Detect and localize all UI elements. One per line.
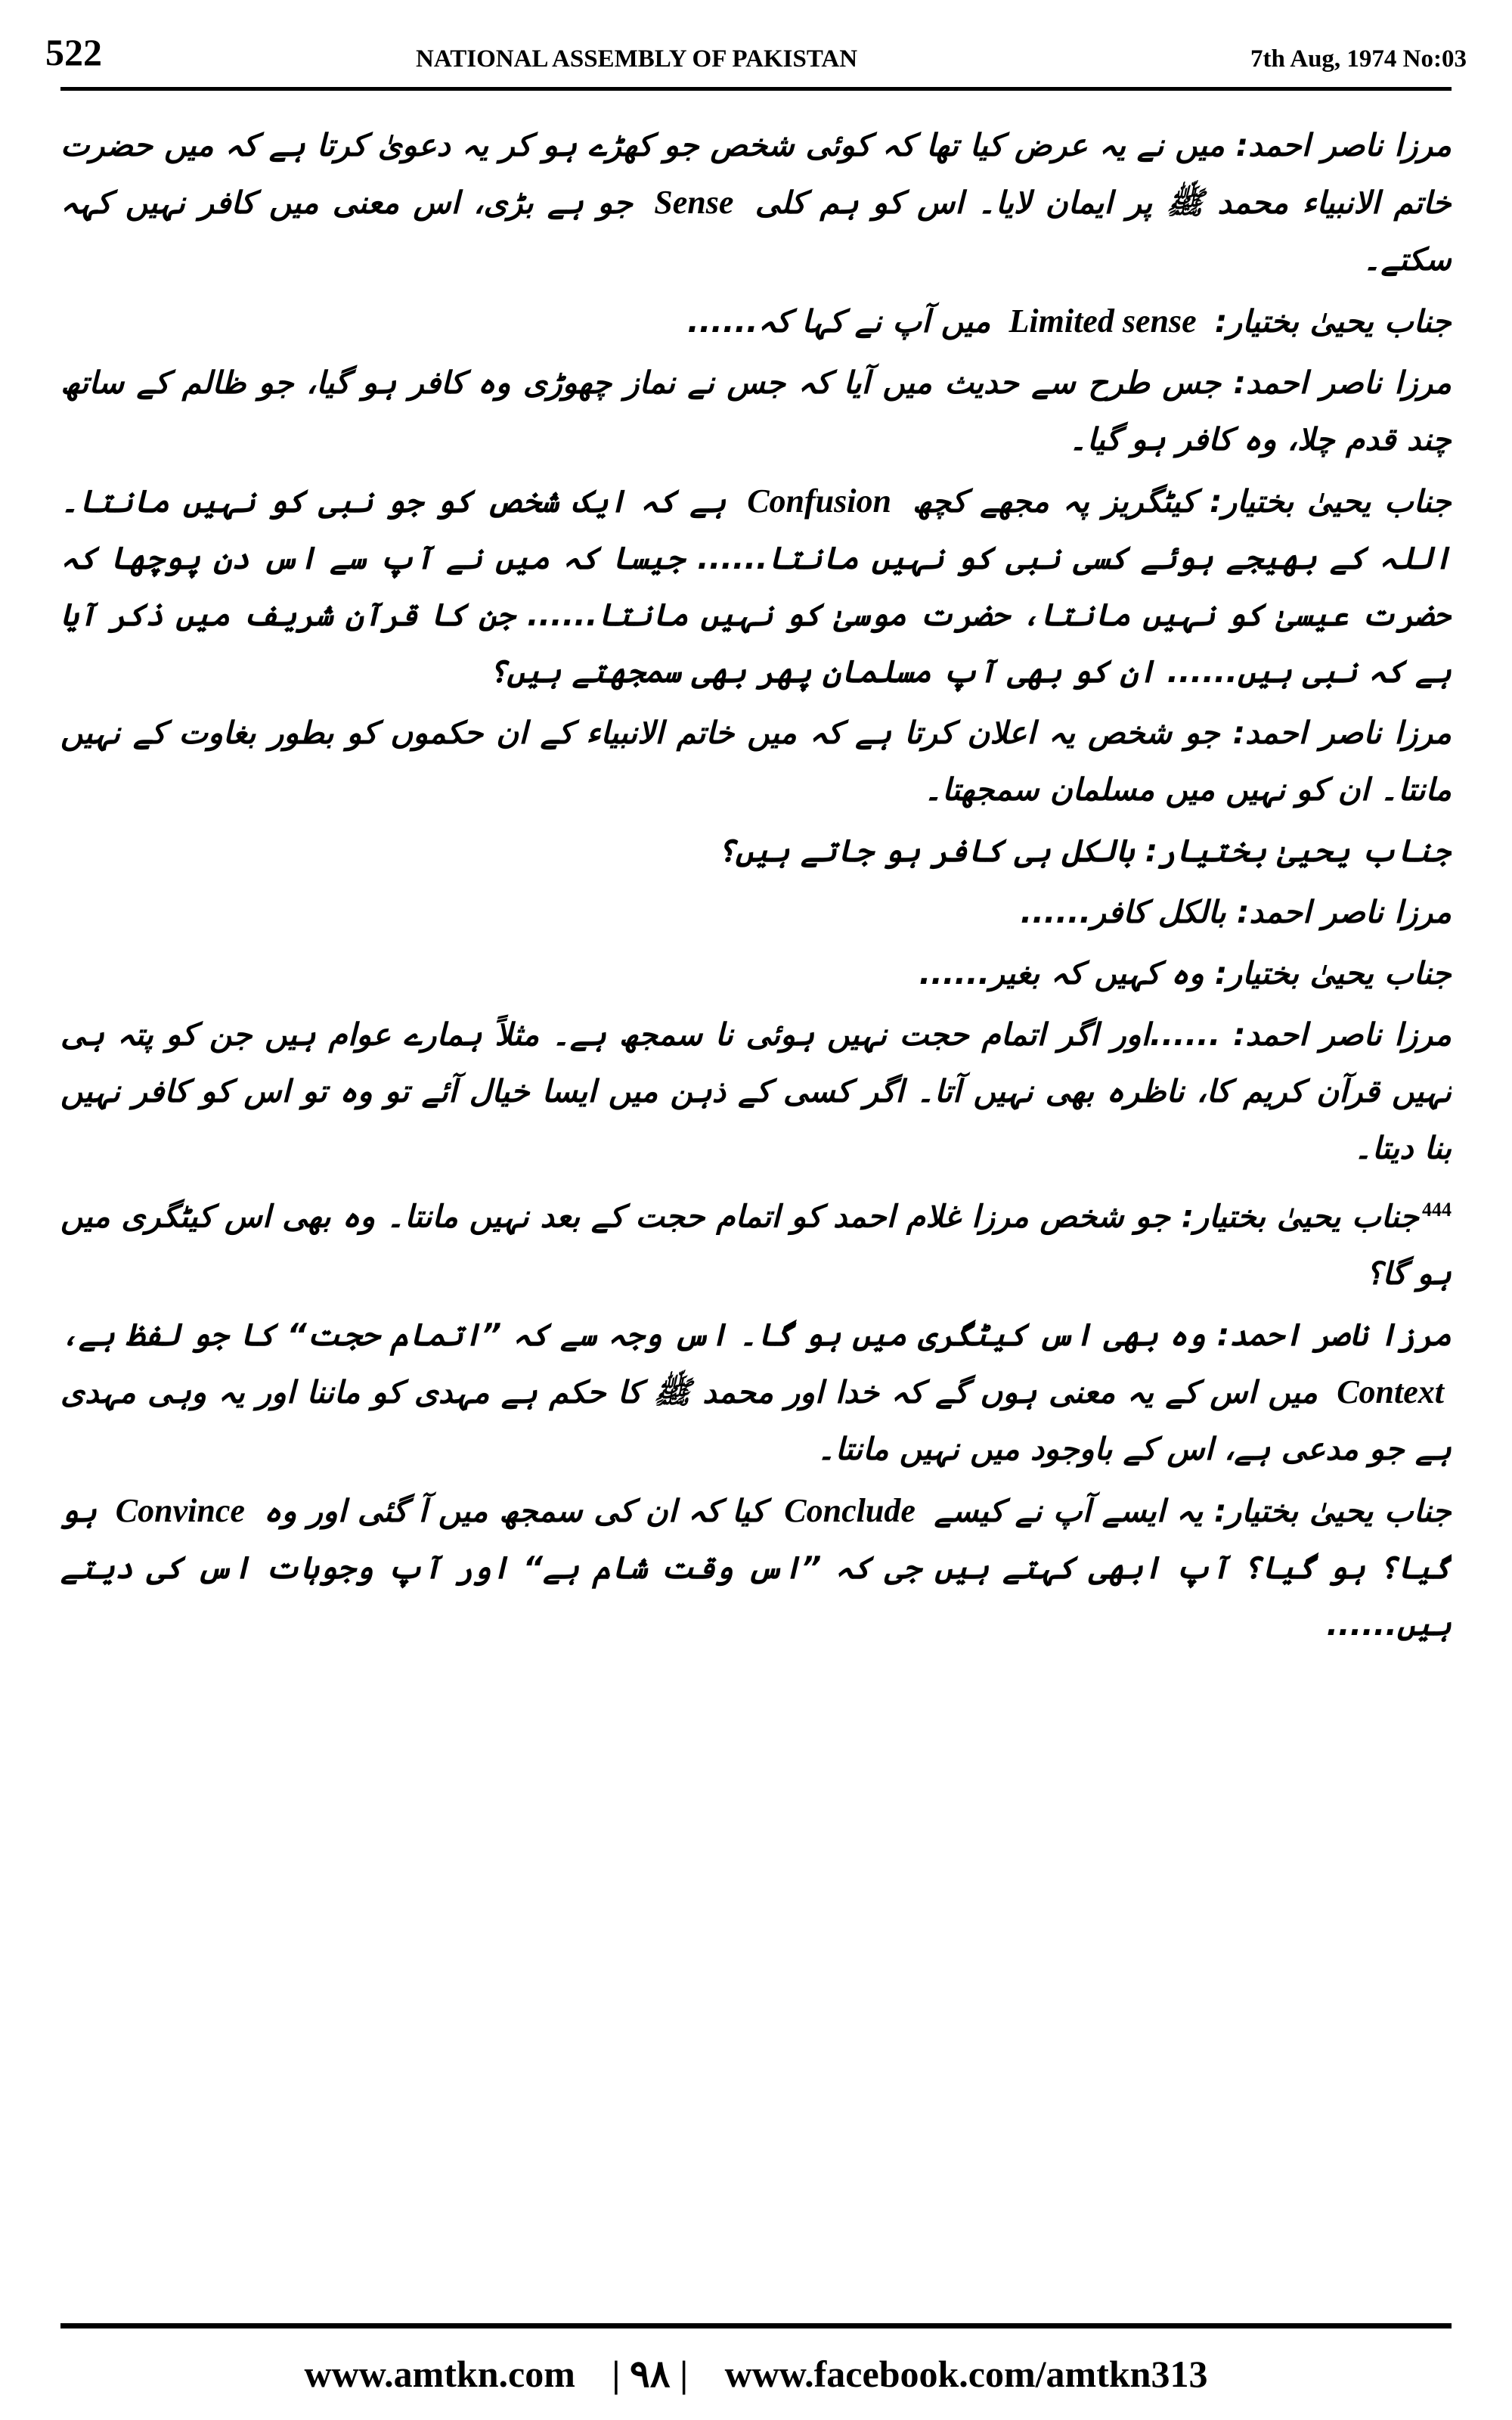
speaker-name: مرزا ناصر احمد: xyxy=(1233,1016,1452,1053)
footer-page-number: | ۹۸ | xyxy=(612,2353,689,2395)
english-term: Conclude xyxy=(784,1491,916,1529)
english-term: Sense xyxy=(654,184,734,221)
speaker-name: مرزا ناصر احمد: xyxy=(1216,1316,1452,1353)
urdu-text: بالکل ہی کافر ہو جاتے ہیں؟ xyxy=(717,833,1135,869)
urdu-text: یہ ایسے آپ نے کیسے xyxy=(934,1492,1204,1529)
transcript-paragraph xyxy=(60,1307,1452,1478)
speaker-name: جناب یحییٰ بختیار: xyxy=(1145,833,1452,869)
transcript-paragraph xyxy=(60,705,1452,818)
facebook-link[interactable]: www.facebook.com/amtkn313 xyxy=(724,2353,1208,2395)
urdu-text: میں اس کے یہ معنی ہوں گے کہ خدا اور محمد ﷺ کا حکم ہے مہدی کو ماننا اور یہ وہی مہدی ہے جو مدعی ہے، اس کے باوجود میں نہیں مانتا۔ xyxy=(60,1373,1452,1467)
urdu-text: جو ہے بڑی، اس معنی میں کافر نہیں کہہ سکتے۔ xyxy=(60,185,1452,278)
speaker-name: مرزا ناصر احمد: xyxy=(1236,894,1452,930)
speaker-name: جناب یحییٰ بختیار: xyxy=(1214,1492,1452,1529)
transcript-paragraph xyxy=(60,117,1452,288)
urdu-text: بالکل کافر...... xyxy=(1020,894,1226,930)
transcript-paragraph xyxy=(60,473,1452,700)
urdu-text: جو شخص یہ اعلان کرتا ہے کہ میں خاتم الانبیاء کے ان حکموں کو بطور بغاوت کے نہیں مانتا۔ ان کو نہیں میں مسلمان سمجھتا۔ xyxy=(60,715,1452,808)
urdu-text: وہ کہیں کہ بغیر...... xyxy=(919,955,1204,991)
running-head: NATIONAL ASSEMBLY OF PAKISTAN xyxy=(416,45,858,73)
english-term: Convince xyxy=(115,1491,245,1529)
transcript-paragraph xyxy=(60,823,1452,880)
urdu-text: ہے کہ ایک شخص کو جو نبی کو نہیں مانتا۔ اللہ کے بھیجے ہوئے کسی نبی کو نہیں مانتا...... جیسا کہ میں نے آپ سے اس دن پوچھا کہ حضرت عیسیٰ کو نہیں مانتا، حضرت موسیٰ کو نہیں مانتا...... جن کا قرآن شریف میں ذکر آیا ہے کہ نبی ہیں...... ان کو بھی آپ مسلمان پھر بھی سمجھتے ہیں؟ xyxy=(60,483,1452,690)
transcript-paragraph xyxy=(60,1181,1452,1302)
speaker-name: جناب یحییٰ بختیار: xyxy=(1181,1198,1419,1235)
speaker-name: مرزا ناصر احمد: xyxy=(1235,127,1452,163)
page-footer xyxy=(0,2352,1512,2405)
transcript-paragraph xyxy=(60,945,1452,1002)
urdu-text: جس طرح سے حدیث میں آیا کہ جس نے نماز چھوڑی وہ کافر ہو گیا، جو ظالم کے ساتھ چند قدم چلا، وہ کافر ہو گیا۔ xyxy=(60,365,1452,458)
issue-date: 7th Aug, 1974 No:03 xyxy=(1250,45,1467,73)
urdu-text: جو شخص مرزا غلام احمد کو اتمام حجت کے بعد نہیں مانتا۔ وہ بھی اس کیٹگری میں ہو گا؟ xyxy=(60,1198,1452,1292)
website-link[interactable]: www.amtkn.com xyxy=(304,2353,575,2395)
urdu-text: میں نے یہ عرض کیا تھا کہ کوئی شخص جو کھڑے ہو کر یہ دعویٰ کرتا ہے کہ میں حضرت خاتم الانبیاء محمد ﷺ پر ایمان لایا۔ اس کو ہم کلی xyxy=(60,127,1452,221)
page-reference-marker: 444 xyxy=(1422,1199,1452,1221)
transcript-paragraph xyxy=(60,884,1452,941)
page-number: 522 xyxy=(45,31,102,73)
urdu-text: وہ بھی اس کیٹگری میں ہو گا۔ اس وجہ سے کہ ”اتمام حجت“ کا جو لفظ ہے، xyxy=(60,1316,1206,1353)
transcript-paragraph xyxy=(60,293,1452,350)
english-term: Limited sense xyxy=(1009,302,1197,340)
english-term: Confusion xyxy=(747,482,891,520)
urdu-text: کیٹگریز پہ مجھے کچھ xyxy=(912,483,1197,520)
speaker-name: جناب یحییٰ بختیار: xyxy=(1214,955,1452,991)
transcript-paragraph xyxy=(60,355,1452,468)
transcript-paragraph xyxy=(60,1007,1452,1177)
transcript-body xyxy=(60,117,1452,2310)
page-header xyxy=(45,15,1467,83)
urdu-text: ہو گیا؟ ہو گیا؟ آپ ابھی کہتے ہیں جی کہ ”اس وقت شام ہے“ اور آپ وجوہات اس کی دیتے ہیں...... xyxy=(60,1492,1452,1643)
english-term: Context xyxy=(1337,1373,1444,1410)
speaker-name: مرزا ناصر احمد: xyxy=(1233,365,1452,401)
transcript-paragraph xyxy=(60,1482,1452,1653)
header-rule xyxy=(60,87,1452,91)
speaker-name: جناب یحییٰ بختیار: xyxy=(1214,303,1452,340)
urdu-text: ......اور اگر اتمام حجت نہیں ہوئی نا سمجھ ہے۔ مثلاً ہمارے عوام ہیں جن کو پتہ ہی نہیں قرآن کریم کا، ناظرہ بھی نہیں آتا۔ اگر کسی کے ذہن میں ایسا خیال آئے تو وہ تو اس کو کافر نہیں بنا دیتا۔ xyxy=(60,1016,1452,1166)
speaker-name: مرزا ناصر احمد: xyxy=(1232,715,1452,751)
urdu-text: میں آپ نے کہا کہ...... xyxy=(687,303,991,340)
speaker-name: جناب یحییٰ بختیار: xyxy=(1209,483,1452,520)
footer-rule xyxy=(60,2323,1452,2328)
urdu-text: کیا کہ ان کی سمجھ میں آ گئی اور وہ xyxy=(263,1492,766,1529)
